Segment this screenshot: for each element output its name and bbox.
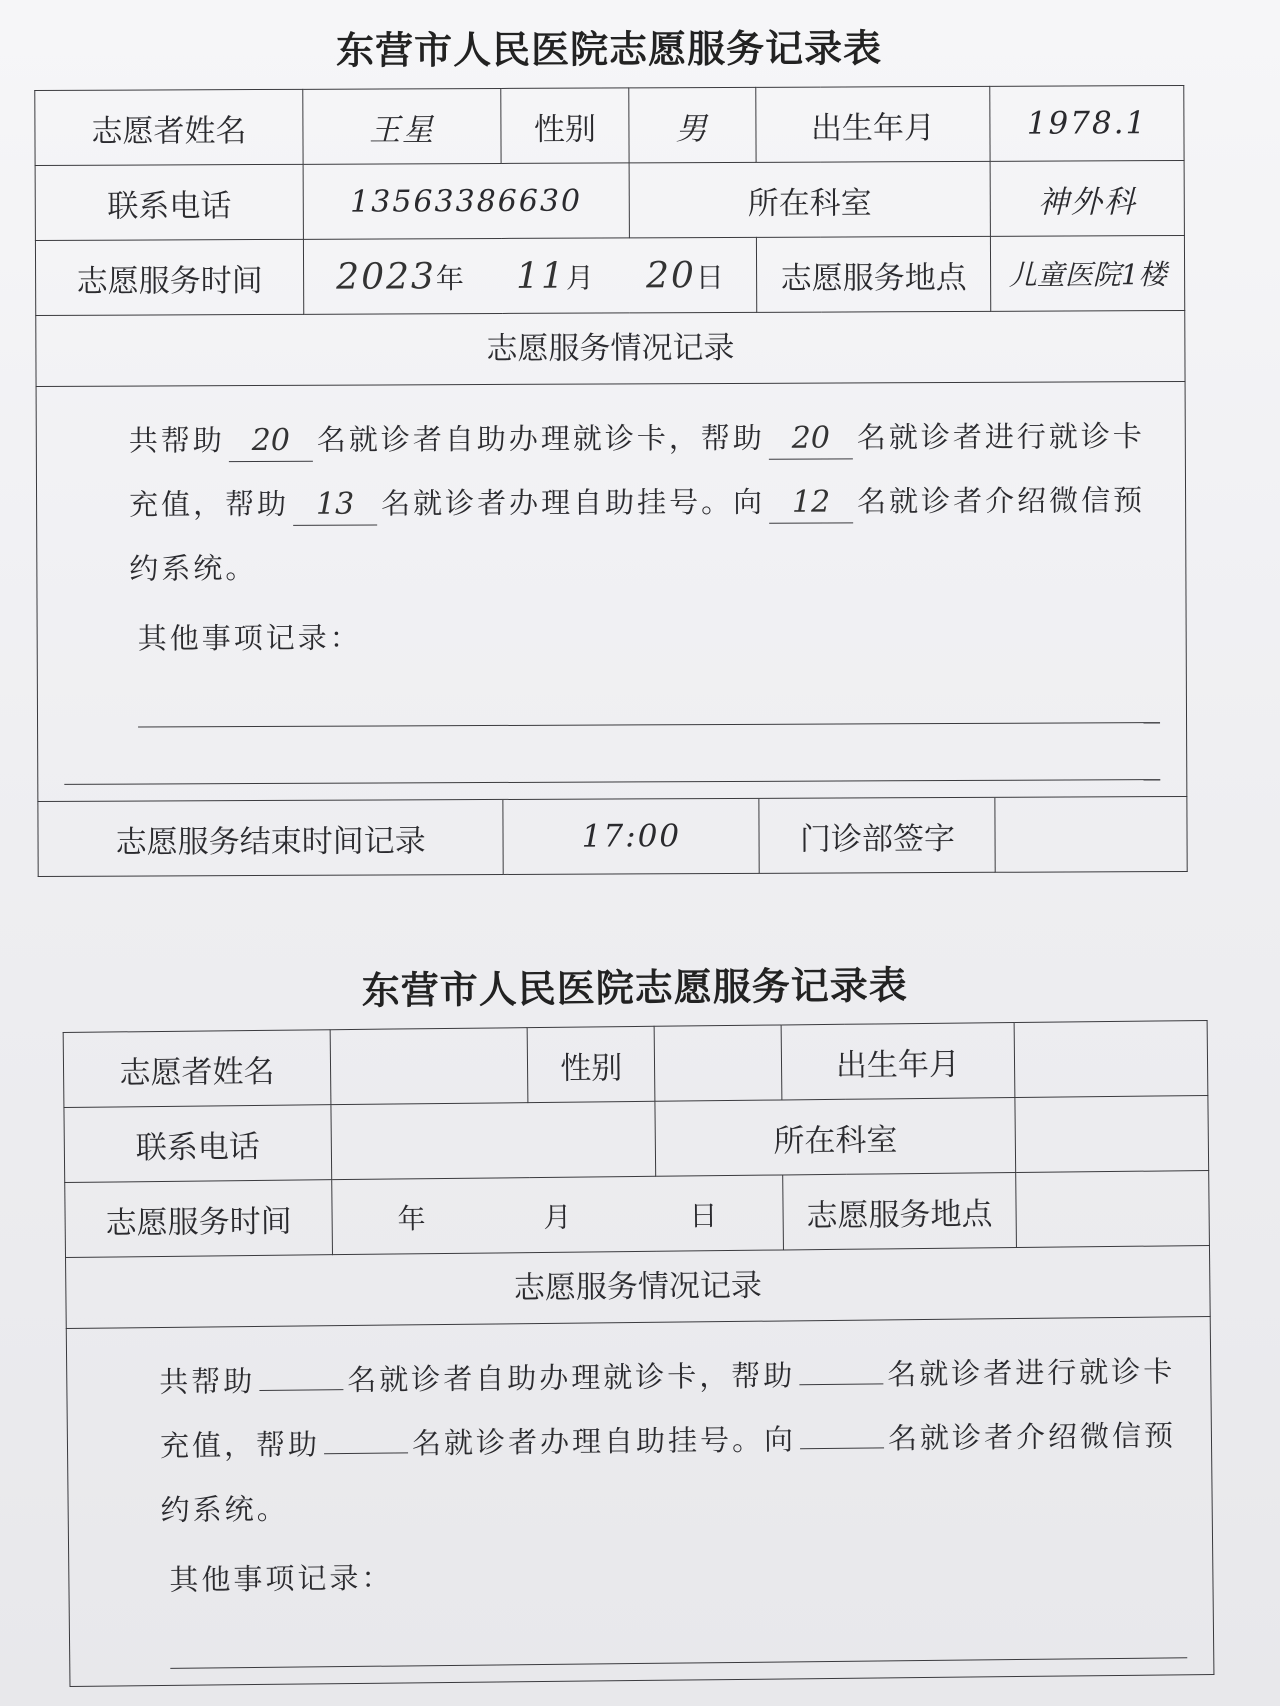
section-heading: 志愿服务情况记录 [65,1246,1211,1329]
info-table [34,85,1185,316]
day-unit: 日 [689,1198,718,1232]
record-text-4: 名就诊者办理自助挂号。向 [381,484,766,521]
wechat-intro-field[interactable] [800,1447,884,1449]
wechat-intro-field[interactable] [769,481,853,523]
service-place-label: 志愿服务地点 [756,236,991,312]
other-notes-line-1[interactable] [170,1601,1188,1669]
info-table [63,1020,1210,1258]
service-place-label: 志愿服务地点 [782,1173,1016,1250]
gender-value[interactable] [654,1025,782,1101]
record-text-5: 名就诊者介绍微信预约系统。 [160,1418,1177,1527]
birth-label: 出生年月 [756,86,991,162]
name-label: 志愿者姓名 [35,89,303,165]
phone-value[interactable] [331,1101,656,1179]
self-registration-value: 13 [315,486,355,522]
year-value: 2023 [336,255,436,298]
month-unit: 月 [565,261,594,295]
gender-label: 性别 [527,1026,655,1102]
signature-field[interactable] [995,797,1187,872]
birth-label: 出生年月 [781,1023,1015,1100]
service-date[interactable] [304,237,757,314]
year-unit: 年 [397,1201,426,1235]
volunteer-record-form-2 [62,958,1214,1687]
card-topup-field[interactable] [799,1383,883,1385]
day-value: 20 [645,254,696,296]
section-heading: 志愿服务情况记录 [35,311,1185,387]
service-time-label: 志愿服务时间 [35,239,303,315]
record-paragraph [93,1339,1186,1542]
record-text-5: 名就诊者介绍微信预约系统。 [129,483,1146,586]
record-text-3: 名就诊者进行就诊卡充值，帮助 [129,419,1145,522]
month-value: 11 [515,255,566,297]
record-text-2: 名就诊者自助办理就诊卡，帮助 [316,420,765,457]
cards-issued-field[interactable] [229,420,313,462]
gender-label: 性别 [501,88,629,164]
self-registration-field[interactable] [324,1452,408,1454]
birth-value[interactable] [1014,1021,1208,1098]
footer-table [37,797,1187,877]
month-unit: 月 [543,1200,572,1234]
wechat-intro-value: 12 [791,484,831,520]
volunteer-record-form-1 [34,23,1188,877]
service-record-body [66,1317,1215,1687]
service-place-value[interactable]: 儿童医院1楼 [991,235,1185,311]
end-time-label: 志愿服务结束时间记录 [38,800,504,877]
dept-label: 所在科室 [655,1098,1016,1177]
cards-issued-value: 20 [251,422,290,459]
record-text-1: 共帮助 [159,1363,256,1400]
record-paragraph [63,404,1160,601]
other-notes-line-1[interactable] [138,666,1160,727]
phone-value[interactable]: 13563386630 [303,163,629,239]
dept-value[interactable] [1015,1096,1209,1173]
phone-label: 联系电话 [35,164,303,240]
signature-label: 门诊部签字 [759,798,995,874]
form-title: 东营市人民医院志愿服务记录表 [361,962,908,1013]
record-text-3: 名就诊者进行就诊卡充值，帮助 [159,1354,1176,1463]
dept-label: 所在科室 [629,161,991,238]
service-time-label: 志愿服务时间 [65,1180,333,1258]
record-text-2: 名就诊者自助办理就诊卡，帮助 [347,1358,796,1398]
phone-label: 联系电话 [64,1105,332,1183]
year-unit: 年 [435,261,464,295]
other-notes-label: 其他事项记录： [169,1560,394,1597]
name-value[interactable]: 王星 [303,88,502,164]
self-registration-field[interactable] [293,484,377,526]
dept-value[interactable]: 神外科 [990,160,1184,236]
record-text-4: 名就诊者办理自助挂号。向 [411,1422,797,1461]
other-notes-label: 其他事项记录： [137,620,362,656]
service-place-value[interactable] [1016,1171,1210,1248]
day-unit: 日 [695,260,724,294]
other-notes-line-2[interactable] [64,723,1160,785]
name-value[interactable] [330,1028,528,1105]
service-record-body [36,382,1188,802]
card-topup-field[interactable] [769,417,853,459]
cards-issued-field[interactable] [259,1389,343,1391]
end-time-value[interactable]: 17:00 [503,799,759,875]
service-date[interactable] [332,1175,784,1255]
card-topup-value: 20 [791,420,830,456]
birth-value[interactable]: 1978.1 [990,85,1184,161]
form-title: 东营市人民医院志愿服务记录表 [335,25,883,73]
gender-value[interactable]: 男 [628,87,756,163]
name-label: 志愿者姓名 [63,1030,331,1108]
record-text-1: 共帮助 [128,423,225,458]
